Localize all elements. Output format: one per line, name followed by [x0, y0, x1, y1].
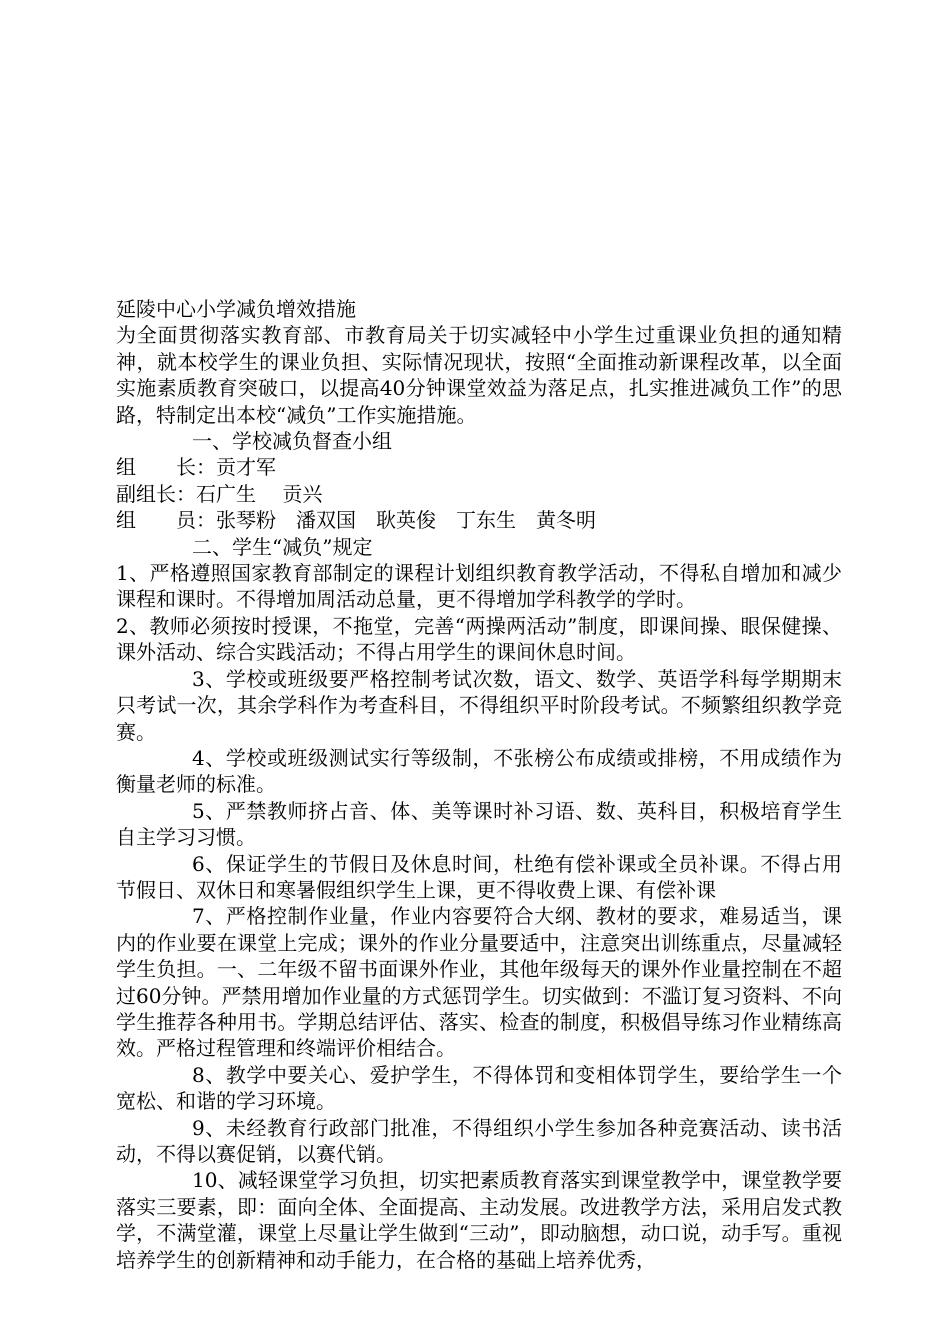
intro-paragraph: 为全面贯彻落实教育部、市教育局关于切实减轻中小学生过重课业负担的通知精神，就本校学生的课业负担、实际情况现状，按照“全面推动新课程改革，以全面实施素质教育突破口，以提高40分钟课堂效益为落足点，扎实推进减负工作”的思路，特制定出本校“减负”工作实施措施。: [116, 323, 842, 427]
group-leader-line: 组 长：贡才军: [116, 455, 276, 480]
rule-item: 10、减轻课堂学习负担，切实把素质教育落实到课堂教学中，课堂教学要落实三要素，即：面向全体、全面提高、主动发展。改进教学方法，采用启发式教学，不满堂灌，课堂上尽量让学生做到“三动”，即动脑想，动口说，动手写。重视培养学生的创新精神和动手能力，在合格的基础上培养优秀，: [116, 1168, 842, 1272]
rule-item: 2、教师必须按时授课，不拖堂，完善“两操两活动”制度，即课间操、眼保健操、课外活动、综合实践活动；不得占用学生的课间休息时间。: [116, 613, 842, 665]
rule-item: 8、教学中要关心、爱护学生，不得体罚和变相体罚学生，要给学生一个宽松、和谐的学习环境。: [116, 1062, 842, 1114]
rule-item: 1、严格遵照国家教育部制定的课程计划组织教育教学活动，不得私自增加和减少课程和课时。不得增加周活动总量，更不得增加学科教学的学时。: [116, 561, 842, 612]
rule-item: 6、保证学生的节假日及休息时间，杜绝有偿补课或全员补课。不得占用节假日、双休日和寒暑假组织学生上课，更不得收费上课、有偿补课: [116, 851, 842, 902]
rule-item: 4、学校或班级测试实行等级制，不张榜公布成绩或排榜，不用成绩作为衡量老师的标准。: [116, 745, 842, 797]
rule-item: 3、学校或班级要严格控制考试次数，语文、数学、英语学科每学期期末只考试一次，其余学科作为考查科目，不得组织平时阶段考试。不频繁组织教学竞赛。: [116, 666, 842, 744]
section-heading-burden-rules: 二、学生“减负”规定: [192, 534, 373, 559]
document-title: 延陵中心小学减负增效措施: [116, 297, 356, 321]
rule-item: 7、严格控制作业量，作业内容要符合大纲、教材的要求，难易适当，课内的作业要在课堂上完成；课外的作业分量要适中，注意突出训练重点，尽量减轻学生负担。一、二年级不留书面课外作业，其他年级每天的课外作业量控制在不超过60分钟。严禁用增加作业量的方式惩罚学生。切实做到：不滥订复习资料、不向学生推荐各种用书。学期总结评估、落实、检查的制度，积极倡导练习作业精练高效。严格过程管理和终端评价相结合。: [116, 904, 842, 1061]
members-line: 组 员：张琴粉 潘双国 耿英俊 丁东生 黄冬明: [116, 508, 596, 533]
vice-leader-line: 副组长：石广生 贡兴: [116, 481, 323, 506]
document-body: [116, 296, 842, 1273]
rule-item: 9、未经教育行政部门批准，不得组织小学生参加各种竞赛活动、读书活动，不得以赛促销，以赛代销。: [116, 1115, 842, 1166]
section-heading-supervision-group: 一、学校减负督查小组: [192, 429, 392, 454]
rule-item: 5、严禁教师挤占音、体、美等课时补习语、数、英科目，积极培育学生自主学习习惯。: [116, 798, 842, 850]
